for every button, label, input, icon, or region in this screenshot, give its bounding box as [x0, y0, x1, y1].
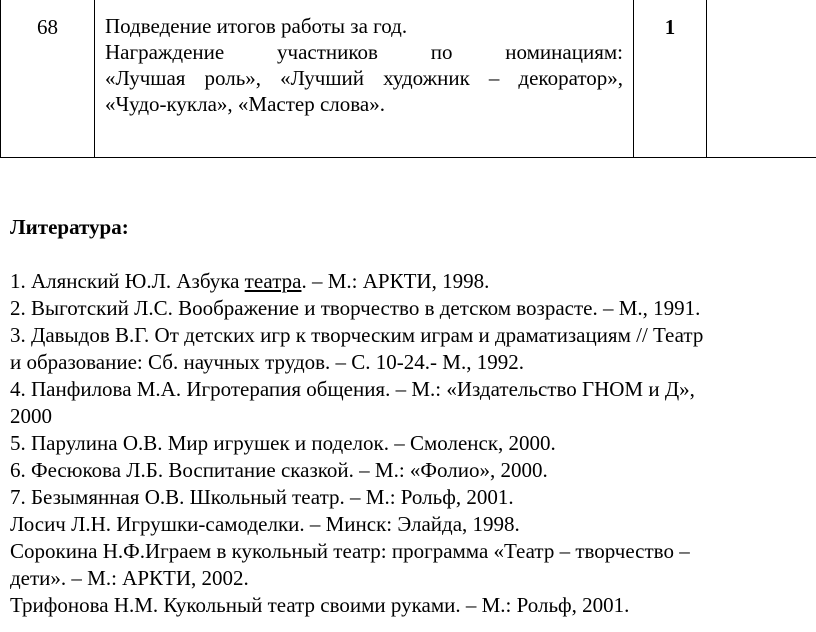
literature-item: 2000: [10, 404, 52, 428]
lesson-plan-table: [0, 0, 816, 158]
lesson-hours-cell: [634, 0, 707, 157]
literature-item: 4. Панфилова М.А. Игротерапия общения. – М.: «Издательство ГНОМ и Д»,: [10, 377, 695, 401]
literature-item: и образование: Сб. научных трудов. – С. 10-24.- М., 1992.: [10, 350, 524, 374]
literature-item-text: 1. Алянский Ю.Л. Азбука: [10, 269, 245, 293]
lesson-number: 68: [37, 15, 58, 39]
lesson-hours: 1: [664, 15, 676, 39]
literature-item: 6. Фесюкова Л.Б. Воспитание сказкой. – М.: «Фолио», 2000.: [10, 458, 548, 482]
table-row: [1, 0, 816, 157]
literature-item: 7. Безымянная О.В. Школьный театр. – М.: Рольф, 2001.: [10, 485, 514, 509]
theatre-link[interactable]: театра: [244, 269, 302, 293]
literature-item: 2. Выготский Л.С. Воображение и творчество в детском возрасте. – М., 1991.: [10, 296, 701, 320]
literature-section: [10, 214, 810, 619]
topic-line: «Чудо-кукла», «Мастер слова».: [105, 92, 385, 116]
literature-item-text: . – М.: АРКТИ, 1998.: [301, 269, 490, 293]
literature-item: Лосич Л.Н. Игрушки-самоделки. – Минск: Элайда, 1998.: [10, 512, 520, 536]
literature-item: Сорокина Н.Ф.Играем в кукольный театр: программа «Театр – творчество –: [10, 539, 690, 563]
literature-item: Трифонова Н.М. Кукольный театр своими руками. – М.: Рольф, 2001.: [10, 593, 630, 617]
topic-line: Награждение участников по номинациям:: [105, 40, 623, 64]
literature-item: 3. Давыдов В.Г. От детских игр к творческим играм и драматизациям // Театр: [10, 323, 704, 347]
lesson-topic: [95, 0, 633, 117]
lesson-topic-cell: [95, 0, 634, 157]
topic-line: Подведение итогов работы за год.: [105, 14, 408, 38]
topic-line: «Лучшая роль», «Лучший художник – декоратор»,: [105, 66, 623, 90]
literature-item: 5. Парулина О.В. Мир игрушек и поделок. – Смоленск, 2000.: [10, 431, 556, 455]
lesson-number-cell: [1, 0, 95, 157]
lesson-extra-cell: [707, 0, 816, 157]
literature-item: [10, 268, 810, 295]
literature-item: дети». – М.: АРКТИ, 2002.: [10, 566, 249, 590]
literature-heading: Литература:: [10, 215, 129, 239]
